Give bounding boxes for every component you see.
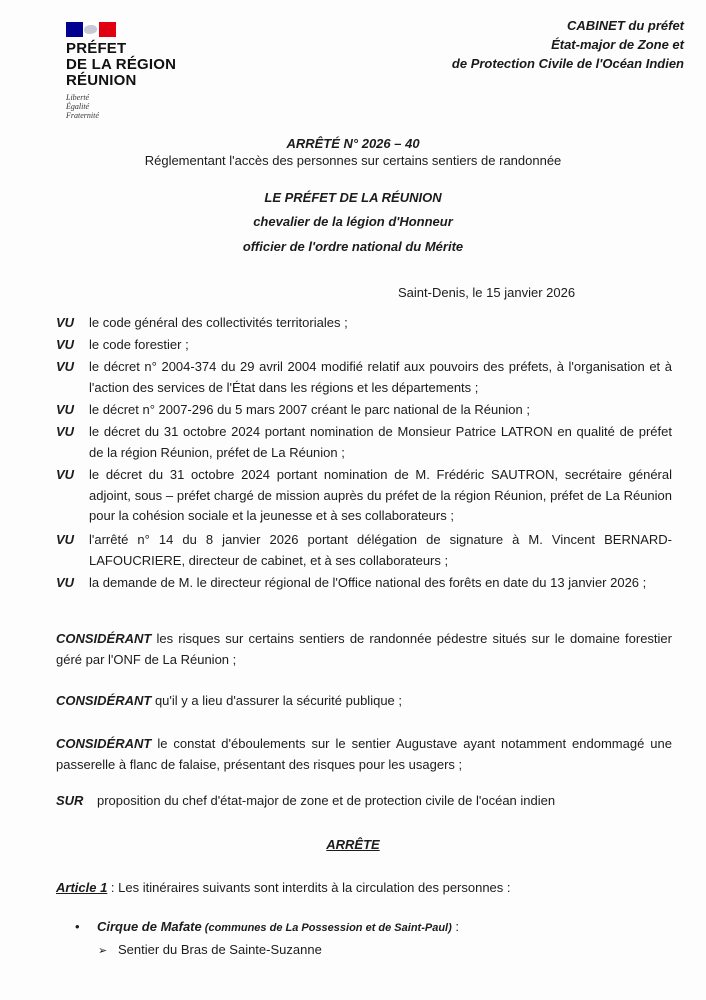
visa-item: VU le décret du 31 octobre 2024 portant nomination de M. Frédéric SAUTRON, secrétaire général adjoint, sous – préfet chargé de mission auprès du préfet de la région Réunion, préfet de La Réunion pour la cohésion sociale et la jeunesse et à ses collaborateurs ; bbox=[56, 467, 672, 523]
logo-motto: Liberté Égalité Fraternité bbox=[66, 93, 99, 120]
arrow-bullet-icon: ➢ bbox=[98, 945, 108, 957]
visa-item: VU l'arrêté n° 14 du 8 janvier 2026 portant délégation de signature à M. Vincent BERNARD-LAFOUCRIERE, directeur de cabinet, et à ses collaborateurs ; bbox=[56, 532, 672, 568]
logo-title: PRÉFET DE LA RÉGION RÉUNION bbox=[66, 40, 177, 89]
visa-item: VU le décret du 31 octobre 2024 portant nomination de Monsieur Patrice LATRON en qualité de préfet de la région Réunion, préfet de La Réunion ; bbox=[56, 424, 672, 460]
decree-date: Saint-Denis, le 15 janvier 2026 bbox=[398, 285, 576, 300]
honor-line-2: officier de l'ordre national du Mérite bbox=[242, 239, 464, 254]
arrete-heading: ARRÊTE bbox=[326, 837, 380, 852]
considerant-item: CONSIDÉRANT qu'il y a lieu d'assurer la sécurité publique ; bbox=[56, 693, 402, 708]
article-1: Article 1 : Les itinéraires suivants sont interdits à la circulation des personnes : bbox=[56, 880, 511, 895]
decree-number: ARRÊTÉ N° 2026 – 40 bbox=[286, 136, 420, 151]
article-sub-item: ➢ Sentier du Bras de Sainte-Suzanne bbox=[98, 942, 322, 957]
considerant-item: CONSIDÉRANT les risques sur certains sentiers de randonnée pédestre situés sur le domaine forestier géré par l'ONF de La Réunion ; bbox=[56, 631, 672, 667]
considerant-item: CONSIDÉRANT le constat d'éboulements sur le sentier Augustave ayant notamment endommagé une passerelle à flanc de falaise, présentant des risques pour les usagers ; bbox=[56, 736, 672, 772]
visa-item: VU la demande de M. le directeur régional de l'Office national des forêts en date du 13 janvier 2026 ; bbox=[56, 575, 647, 590]
french-flag-icon bbox=[66, 22, 116, 37]
prefecture-logo bbox=[66, 22, 176, 120]
visa-item: VU le code général des collectivités territoriales ; bbox=[56, 315, 348, 330]
prefet-title: LE PRÉFET DE LA RÉUNION bbox=[264, 190, 442, 205]
visa-item: VU le code forestier ; bbox=[56, 337, 189, 352]
visa-item: VU le décret n° 2007-296 du 5 mars 2007 créant le parc national de la Réunion ; bbox=[56, 402, 530, 417]
bullet-icon: • bbox=[75, 919, 80, 934]
honor-line-1: chevalier de la légion d'Honneur bbox=[253, 214, 453, 229]
decree-subject: Réglementant l'accès des personnes sur certains sentiers de randonnée bbox=[144, 153, 562, 168]
article-list-item: • Cirque de Mafate (communes de La Possession et de Saint-Paul) : bbox=[75, 919, 459, 934]
issuing-office: CABINET du préfet État-major de Zone et de Protection Civile de l'Océan Indien bbox=[451, 18, 684, 71]
sur-proposition: SUR proposition du chef d'état-major de zone et de protection civile de l'océan indien bbox=[56, 793, 556, 808]
visa-item: VU le décret n° 2004-374 du 29 avril 2004 modifié relatif aux pouvoirs des préfets, à l'organisation et à l'action des services de l'État dans les régions et les départements ; bbox=[56, 359, 672, 395]
